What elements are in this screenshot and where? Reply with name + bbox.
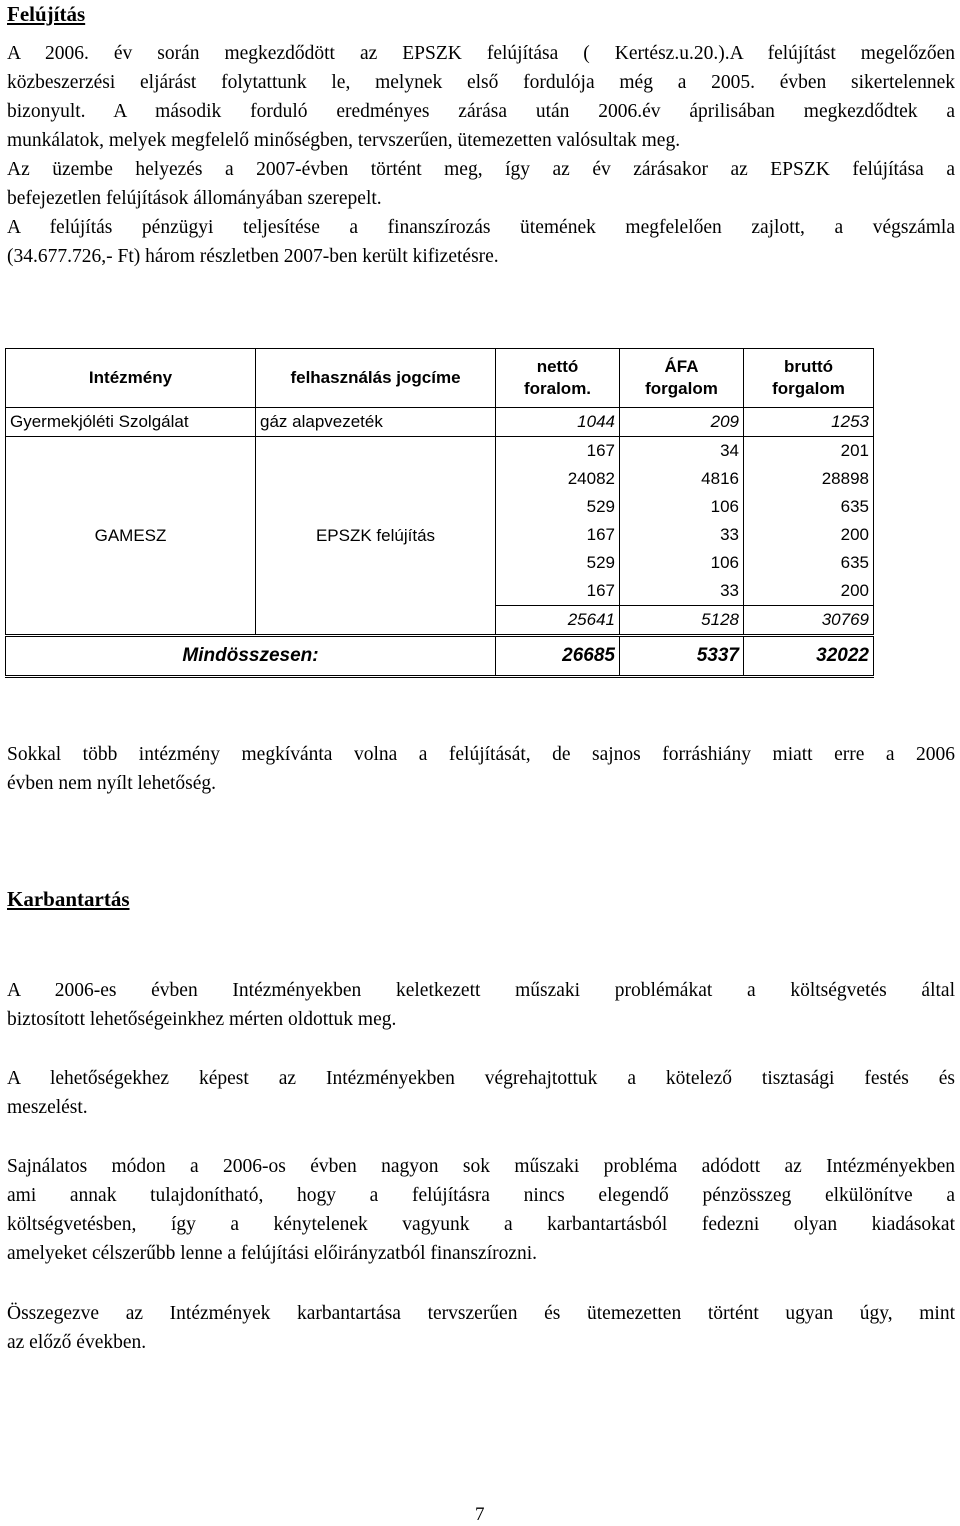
page-number: 7 (475, 1504, 485, 1525)
cell-vat: 209 (620, 408, 744, 437)
total-net: 26685 (496, 636, 620, 677)
text-line: évben nem nyílt lehetőség. (7, 773, 217, 794)
cell-net: 167 (496, 521, 620, 549)
header-gross-line1: bruttó (783, 357, 834, 376)
header-gross-line2: forgalom (772, 379, 845, 398)
cell-net: 167 (496, 437, 620, 466)
subtotal-net: 25641 (496, 606, 620, 636)
text-line: biztosított lehetőségeinkhez mérten oldottuk meg. (7, 1009, 397, 1030)
cell-institution: Gyermekjóléti Szolgálat (6, 408, 256, 437)
total-vat: 5337 (620, 636, 744, 677)
renovation-paragraph (7, 39, 955, 271)
text-line: (34.677.726,- Ft) három részletben 2007-ben került kifizetésre. (7, 246, 499, 267)
cell-net: 24082 (496, 465, 620, 493)
text-line: költségvetésben, így a kénytelenek vagyunk a karbantartásból fedezni olyan kiadásokat (7, 1214, 955, 1235)
text-line: ami annak tulajdonítható, hogy a felújításra nincs elegendő pénzösszeg elkülönítve a (7, 1185, 955, 1206)
cell-gross: 28898 (744, 465, 874, 493)
header-net-line2: foralom. (523, 379, 592, 398)
header-net-line1: nettó (536, 357, 579, 376)
header-institution: Intézmény (6, 349, 256, 408)
text-line: befejezetlen felújítások állományában szerepelt. (7, 188, 382, 209)
header-vat-line1: ÁFA (664, 357, 699, 376)
header-gross (744, 349, 874, 408)
table-row (6, 437, 874, 466)
text-line: Sajnálatos módon a 2006-os évben nagyon sok műszaki probléma adódott az Intézményekben (7, 1156, 955, 1177)
text-line: Az üzembe helyezés a 2007-évben történt meg, így az év zárásakor az EPSZK felújítása a (7, 159, 955, 180)
cell-gross: 200 (744, 521, 874, 549)
text-line: A 2006. év során megkezdődött az EPSZK felújítása ( Kertész.u.20.).A felújítást megelőzően (7, 43, 955, 64)
cell-gross: 1253 (744, 408, 874, 437)
section-title-karbantartas: Karbantartás (7, 887, 130, 911)
maintenance-paragraph-2 (7, 1064, 955, 1122)
cell-gross: 635 (744, 549, 874, 577)
total-row (6, 636, 874, 677)
cell-gross: 201 (744, 437, 874, 466)
cell-institution-gamesz: GAMESZ (6, 437, 256, 636)
cell-vat: 33 (620, 577, 744, 606)
header-vat (620, 349, 744, 408)
cell-vat: 4816 (620, 465, 744, 493)
cell-net: 529 (496, 549, 620, 577)
maintenance-paragraph-4 (7, 1299, 955, 1357)
text-line: meszelést. (7, 1097, 88, 1118)
text-line: munkálatok, melyek megfelelő minőségben, tervszerűen, ütemezetten valósultak meg. (7, 130, 681, 151)
total-label: Mindösszesen: (6, 636, 496, 677)
cell-usage-epszk: EPSZK felújítás (256, 437, 496, 636)
shortage-note (7, 740, 955, 798)
cell-net: 529 (496, 493, 620, 521)
maintenance-paragraph-3 (7, 1152, 955, 1268)
text-line: az előző években. (7, 1332, 147, 1353)
total-gross: 32022 (744, 636, 874, 677)
header-vat-line2: forgalom (645, 379, 718, 398)
text-line: Összegezve az Intézmények karbantartása tervszerűen és ütemezetten történt ugyan úgy, mint (7, 1303, 955, 1324)
renovation-cost-table (5, 348, 874, 678)
cell-net: 1044 (496, 408, 620, 437)
cell-gross: 200 (744, 577, 874, 606)
cell-gross: 635 (744, 493, 874, 521)
text-line: A lehetőségekhez képest az Intézményekben végrehajtottuk a kötelező tisztasági festés és (7, 1068, 955, 1089)
table-header-row (6, 349, 874, 408)
text-line: A felújítás pénzügyi teljesítése a finanszírozás ütemének megfelelően zajlott, a végszámla (7, 217, 955, 238)
subtotal-vat: 5128 (620, 606, 744, 636)
text-line: amelyeket célszerűbb lenne a felújítási előirányzatból finanszírozni. (7, 1243, 538, 1264)
header-net (496, 349, 620, 408)
text-line: Sokkal több intézmény megkívánta volna a felújítását, de sajnos forráshiány miatt erre a 2006 (7, 744, 955, 765)
cell-vat: 34 (620, 437, 744, 466)
header-usage: felhasználás jogcíme (256, 349, 496, 408)
cell-vat: 106 (620, 493, 744, 521)
text-line: közbeszerzési eljárást folytattunk le, melynek első fordulója még a 2005. évben sikertelennek (7, 72, 955, 93)
table-row (6, 408, 874, 437)
cell-usage: gáz alapvezeték (256, 408, 496, 437)
cell-net: 167 (496, 577, 620, 606)
cell-vat: 106 (620, 549, 744, 577)
text-line: A 2006-es évben Intézményekben keletkezett műszaki problémákat a költségvetés által (7, 980, 955, 1001)
section-title-felujitas: Felújítás (7, 2, 86, 26)
subtotal-gross: 30769 (744, 606, 874, 636)
maintenance-paragraph-1 (7, 976, 955, 1034)
text-line: bizonyult. A második forduló eredményes zárása után 2006.év áprilisában megkezdődtek a (7, 101, 955, 122)
cell-vat: 33 (620, 521, 744, 549)
